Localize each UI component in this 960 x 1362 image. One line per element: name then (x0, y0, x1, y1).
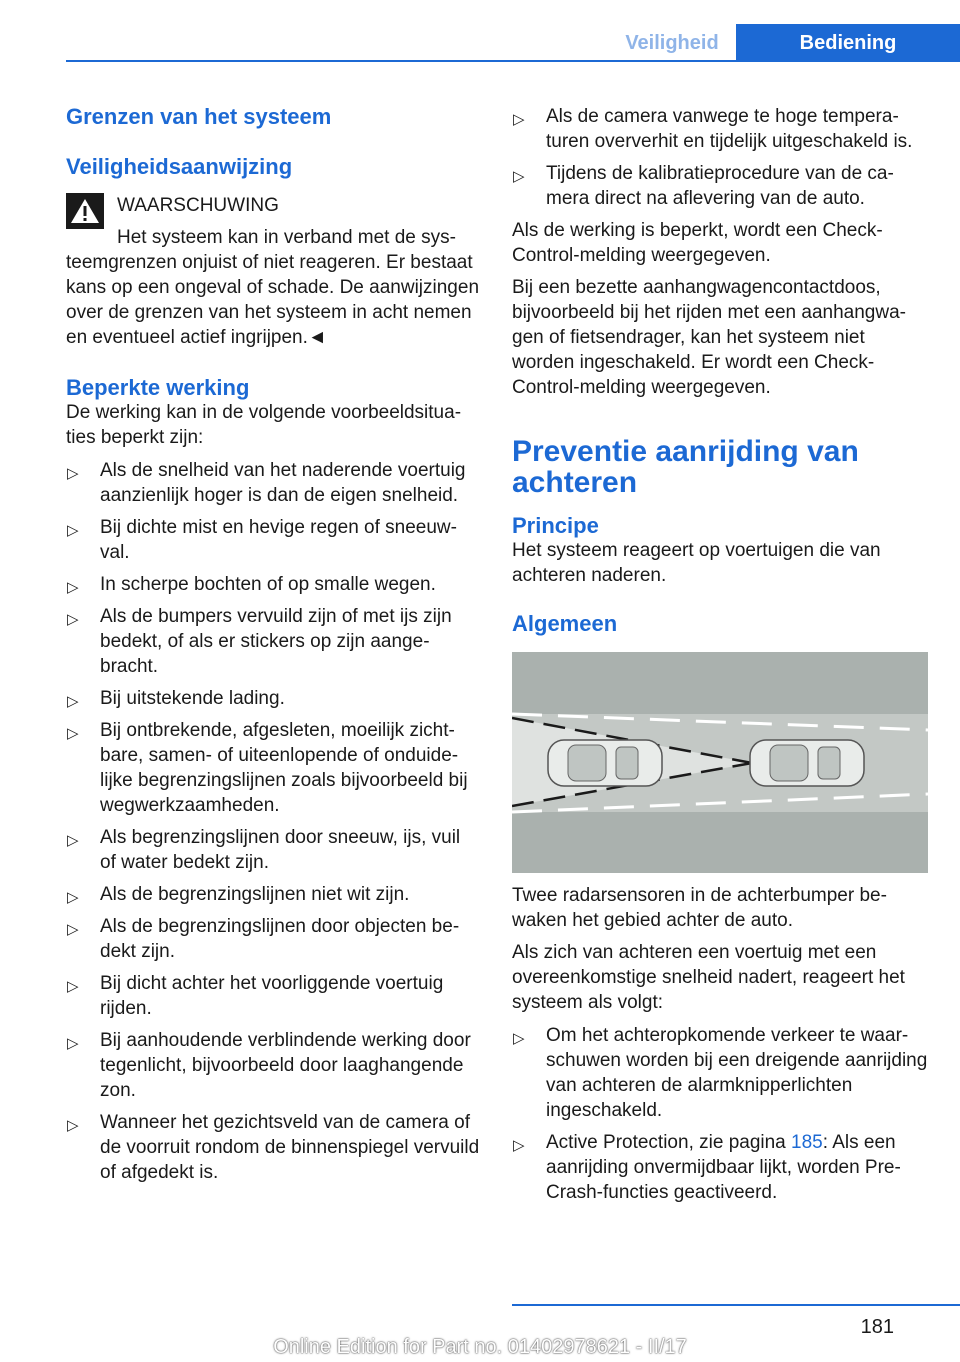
list-item: ▷ Wanneer het gezichtsveld van de camera of de voorruit rondom de binnenspiegel vervuild of afgedekt is. (67, 1112, 480, 1183)
triangle-bullet-icon: ▷ (67, 921, 79, 938)
section-title: Preventie aanrijding van achteren (512, 435, 859, 499)
list-item: ▷ Bij dicht achter het voorliggende voertuig rijden. (67, 973, 444, 1019)
sensors-paragraph: Twee radarsensoren in de achterbumper bewaken het gebied achter de auto. (512, 885, 887, 931)
triangle-bullet-icon: ▷ (67, 522, 79, 539)
list-item: ▷ Als begrenzingslijnen door sneeuw, ijs, vuil of water bedekt zijn. (67, 827, 461, 873)
warning-triangle-icon (66, 193, 104, 229)
heading-restricted: Beperkte werking (66, 375, 250, 400)
heading-limits: Grenzen van het systeem (66, 104, 332, 129)
heading-principle: Principe (512, 513, 599, 538)
tab-veiligheid[interactable]: Veiligheid (625, 31, 719, 54)
checkcontrol-paragraph: Als de werking is beperkt, wordt een Check-Control-melding weergegeven. (512, 220, 883, 266)
triangle-bullet-icon: ▷ (67, 978, 79, 995)
list-item: ▷ Om het achteropkomende verkeer te waarschuwen worden bij een dreigende aanrijding van achteren de alarmknipperlichten ingeschakeld. (513, 1025, 928, 1121)
tab-bediening[interactable]: Bediening (736, 24, 960, 62)
approach-paragraph: Als zich van achteren een voertuig met een overeenkomstige snelheid nadert, reageert het systeem als volgt: (512, 942, 905, 1013)
approaching-car-icon (548, 740, 662, 786)
list-item: ▷ Als de snelheid van het naderende voertuig aanzienlijk hoger is dan de eigen snelheid. (67, 460, 466, 506)
triangle-bullet-icon: ▷ (67, 693, 79, 710)
list-item: ▷ Als de bumpers vervuild zijn of met ijs zijn bedekt, of als er stickers op zijn aangebracht. (67, 606, 452, 677)
triangle-bullet-icon: ▷ (513, 168, 525, 185)
own-car-icon (750, 740, 864, 786)
restricted-intro: De werking kan in de volgende voorbeeldsituaties beperkt zijn: (66, 402, 462, 448)
edition-note: Online Edition for Part no. 01402978621 - II/17 (273, 1336, 687, 1358)
list-item: ▷ Als de begrenzingslijnen niet wit zijn. (66, 882, 480, 907)
list-item: ▷ In scherpe bochten of op smalle wegen. (66, 572, 480, 597)
list-item: ▷ Active Protection, zie pagina 185: Als een aanrijding onvermijdbaar lijkt, worden Pre-Crash-functies geactiveerd. (513, 1132, 901, 1203)
rear-radar-illustration (512, 652, 928, 873)
right-column (512, 104, 928, 1212)
list-item: ▷ Als de camera vanwege te hoge temperaturen oververhit en tijdelijk uitgeschakeld is. (513, 106, 913, 152)
triangle-bullet-icon: ▷ (67, 832, 79, 849)
list-item: ▷ Bij ontbrekende, afgesleten, moeilijk zichtbare, samen- of uiteenlopende of onduidelijke begrenzingslijnen zoals bijvoorbeeld bij wegwerkzaamheden. (67, 720, 468, 816)
list-item: ▷ Tijdens de kalibratieprocedure van de camera direct na aflevering van de auto. (513, 163, 894, 209)
warning-block (66, 193, 480, 350)
triangle-bullet-icon: ▷ (513, 1137, 525, 1154)
list-item: ▷ Bij aanhoudende verblindende werking door tegenlicht, bijvoorbeeld door laaghangende zon. (67, 1030, 471, 1101)
heading-general: Algemeen (512, 611, 618, 636)
warning-title: WAARSCHUWING (117, 195, 279, 216)
warning-body: Het systeem kan in verband met de systeemgrenzen onjuist of niet reageren. Er bestaat kans op een ongeval of schade. De aanwijzingen over de grenzen van het systeem in acht nemen en eventueel actief ingrijpen.◄ (66, 227, 480, 348)
triangle-bullet-icon: ▷ (67, 889, 79, 906)
triangle-bullet-icon: ▷ (513, 1030, 525, 1047)
triangle-bullet-icon: ▷ (67, 1117, 79, 1134)
triangle-bullet-icon: ▷ (67, 611, 79, 628)
heading-safety: Veiligheidsaanwijzing (66, 154, 293, 179)
list-item: ▷ Als de begrenzingslijnen door objecten bedekt zijn. (67, 916, 460, 962)
left-column (66, 100, 480, 1192)
page-link-185[interactable]: 185 (791, 1132, 823, 1153)
restricted-list (66, 458, 480, 1185)
triangle-bullet-icon: ▷ (67, 1035, 79, 1052)
footer-rule (512, 1304, 960, 1306)
list-item: ▷ Bij dichte mist en hevige regen of sneeuwval. (67, 517, 457, 563)
response-list (512, 1023, 928, 1205)
principle-paragraph: Het systeem reageert op voertuigen die van achteren naderen. (512, 540, 881, 586)
restricted-list-continued (512, 104, 928, 211)
triangle-bullet-icon: ▷ (67, 465, 79, 482)
triangle-bullet-icon: ▷ (67, 579, 79, 596)
triangle-bullet-icon: ▷ (67, 725, 79, 742)
page-number: 181 (860, 1316, 894, 1338)
trailer-paragraph: Bij een bezette aanhangwagencontactdoos, bijvoorbeeld bij het rijden met een aanhangwagen of fietsendrager, kan het systeem niet worden ingeschakeld. Er wordt een Check-Control-melding weergegeven. (512, 277, 906, 398)
list-item: ▷ Bij uitstekende lading. (66, 686, 480, 711)
triangle-bullet-icon: ▷ (513, 111, 525, 128)
header-rule (66, 60, 960, 62)
